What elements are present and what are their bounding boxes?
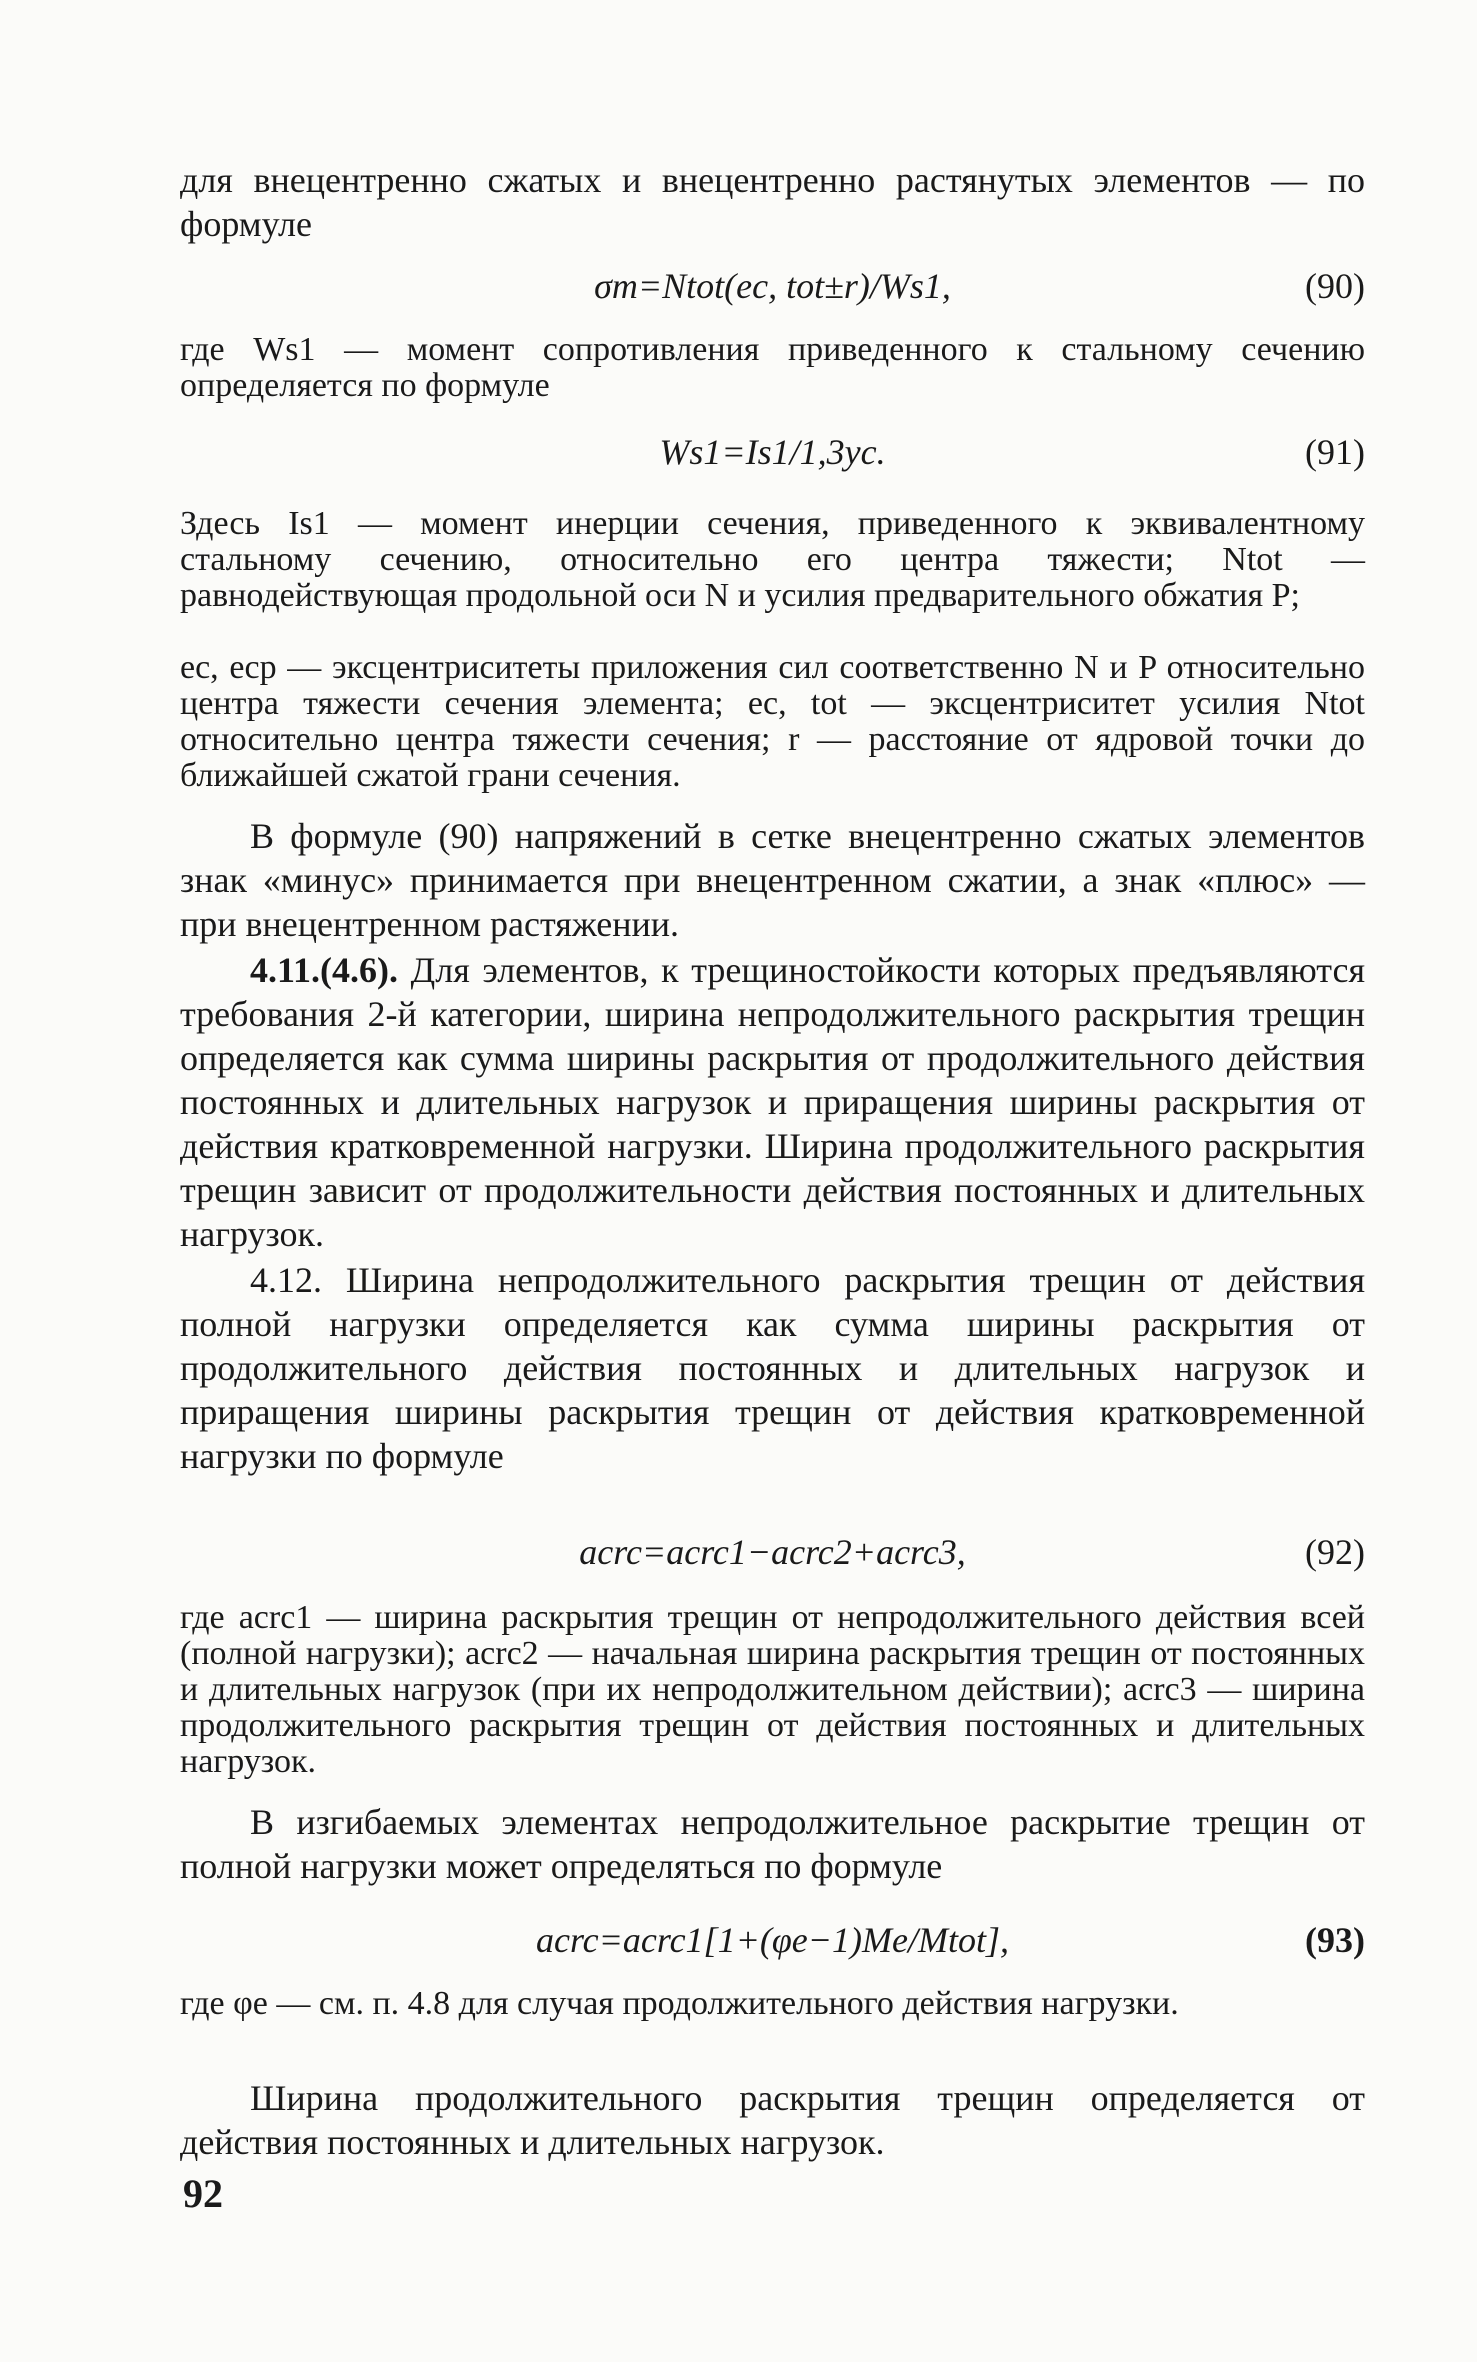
page-number: 92 [183,2171,223,2216]
where-93-paragraph: где φe — см. п. 4.8 для случая продолжительного действия нагрузки. [180,1985,1179,2022]
intro-paragraph: для внецентренно сжатых и внецентренно растянутых элементов — по формуле [180,160,1365,244]
section-4-12-number: 4.12. [250,1260,322,1300]
formula-93-expression: acrc=acrc1[1+(φe−1)Me/Mtot], [536,1920,1009,1960]
formula-90-expression: σm=Ntot(ec, tot±r)/Ws1, [594,266,951,306]
formula-92 [180,1528,1365,1576]
formula-90-number: (90) [1305,266,1365,306]
formula-93 [180,1916,1365,1964]
formula-91 [180,428,1365,476]
definitions-paragraph-2: ec, ecp — эксцентриситеты приложения сил соответственно N и P относительно центра тяжести сечения элемента; ec, tot — эксцентриситет усилия Ntot относительно центра тяжести сечения; r — расстояние от ядровой точки до ближайшей сжатой грани сечения. [180,649,1365,794]
bending-paragraph: В изгибаемых элементах непродолжительное раскрытие трещин от полной нагрузки может определяться по формуле [180,1802,1365,1886]
where-92-paragraph: где acrc1 — ширина раскрытия трещин от непродолжительного действия всей (полной нагрузки); acrc2 — начальная ширина раскрытия трещин от постоянных и длительных нагрузок (при их непродолжительном действии); acrc3 — ширина продолжительного раскрытия трещин от действия постоянных и длительных нагрузок. [180,1599,1365,1780]
formula-92-number: (92) [1305,1532,1365,1572]
sign-rule-paragraph: В формуле (90) напряжений в сетке внецентренно сжатых элементов знак «минус» принимается при внецентренном сжатии, а знак «плюс» — при внецентренном растяжении. [180,816,1365,944]
closing-paragraph: Ширина продолжительного раскрытия трещин определяется от действия постоянных и длительных нагрузок. [180,2078,1365,2162]
formula-93-number: (93) [1305,1920,1365,1960]
formula-90 [180,262,1365,310]
section-4-11-number: 4.11.(4.6). [250,950,398,990]
section-4-11-text: Для элементов, к трещиностойкости которых предъявляются требования 2-й категории, ширина непродолжительного раскрытия трещин определяется как сумма ширины раскрытия от продолжительного действия постоянных и длительных нагрузок и приращения ширины раскрытия от действия кратковременной нагрузки. Ширина продолжительного раскрытия трещин зависит от продолжительности действия постоянных и длительных нагрузок. [180,950,1365,1254]
formula-91-number: (91) [1305,432,1365,472]
formula-92-expression: acrc=acrc1−acrc2+acrc3, [579,1532,966,1572]
section-4-11 [180,948,1365,1256]
section-4-12-text: Ширина непродолжительного раскрытия трещин от действия полной нагрузки определяется как сумма ширины раскрытия от продолжительного действия постоянных и длительных нагрузок и приращения ширины раскрытия трещин от действия кратковременной нагрузки по формуле [180,1260,1365,1476]
where-ws1-paragraph: где Ws1 — момент сопротивления приведенного к стальному сечению определяется по формуле [180,331,1365,404]
definitions-paragraph-1: Здесь Is1 — момент инерции сечения, приведенного к эквивалентному стальному сечению, относительно его центра тяжести; Ntot — равнодействующая продольной оси N и усилия предварительного обжатия P; [180,505,1365,614]
section-4-12 [180,1258,1365,1478]
formula-91-expression: Ws1=Is1/1,3yc. [659,432,886,472]
